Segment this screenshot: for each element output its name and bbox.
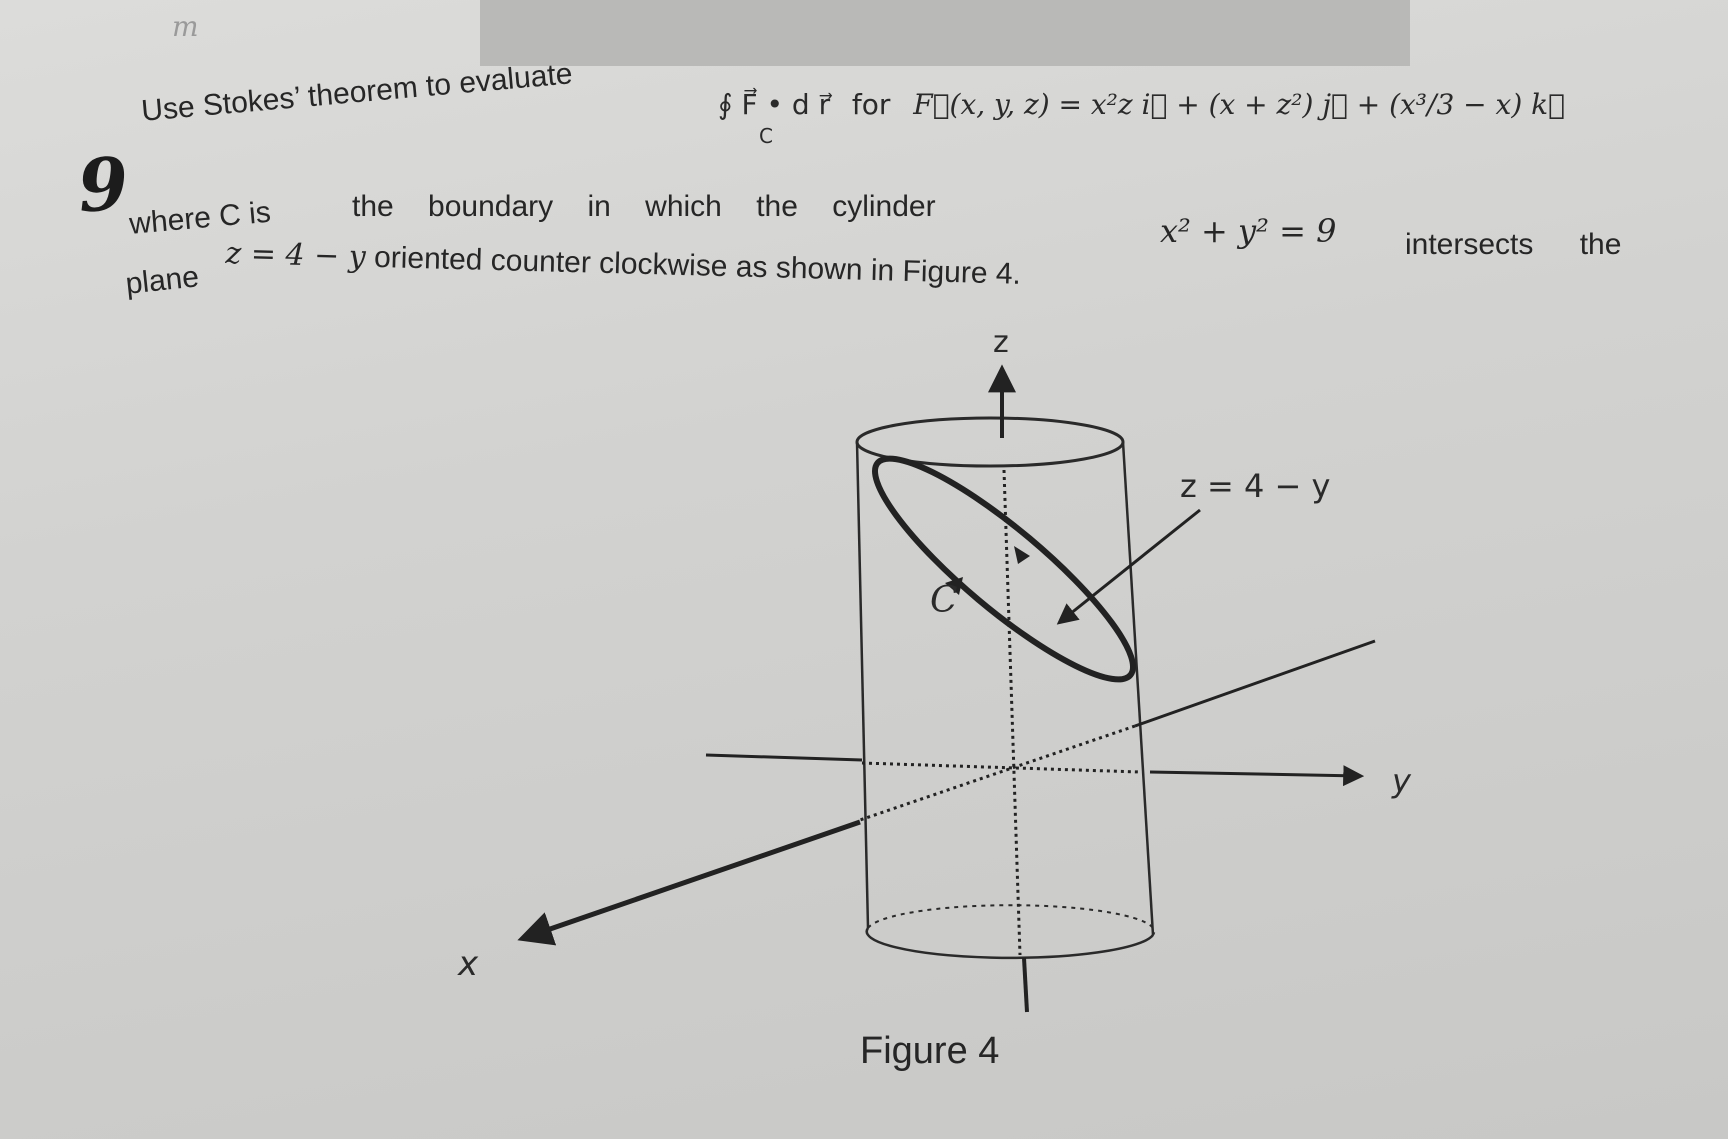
cylinder-bottom-front (867, 928, 1153, 958)
plane-equation: z = 4 − y (225, 236, 367, 275)
y-axis-left (706, 755, 862, 760)
z-axis-hidden (1004, 470, 1020, 955)
x-axis-hidden (860, 726, 1135, 820)
question-number: 9 (75, 140, 132, 229)
figure-caption: Figure 4 (860, 1030, 1000, 1072)
x-axis (524, 641, 1375, 938)
line3-start: plane (124, 260, 201, 301)
curve-c-label: C (930, 580, 958, 621)
corner-mark: m (172, 10, 199, 43)
vector-field: F⃗(x, y, z) = x²z i⃗ + (x + z²) j⃗ + (x³/3 − x) k⃗ (913, 88, 1565, 121)
z-axis-label: z (993, 325, 1009, 360)
cylinder-bottom-back (868, 905, 1154, 935)
line2-start: where C is (128, 195, 273, 241)
line2-end: intersects the (1405, 228, 1622, 261)
x-axis-front (524, 822, 860, 938)
curve-c-arrow-upper (1014, 546, 1030, 564)
line1-text: Use Stokes’ theorem to evaluate (140, 57, 574, 128)
for-word: for (851, 88, 891, 121)
line-integral: ∮ F⃗ • d r⃗ (718, 88, 831, 121)
cylinder-equation: x² + y² = 9 (1160, 212, 1337, 250)
x-axis-label: x (458, 944, 479, 984)
y-axis-right (1150, 772, 1360, 776)
cylinder-right-side (1123, 442, 1153, 935)
plane-label: z = 4 − y (1180, 467, 1331, 505)
integral-subscript: C (759, 123, 773, 148)
y-axis (706, 755, 1360, 776)
curve-c (852, 432, 1156, 705)
cylinder-left-side (857, 442, 868, 928)
y-axis-label: y (1392, 762, 1411, 800)
z-axis-lower (1024, 958, 1027, 1012)
x-axis-back (1135, 641, 1375, 726)
curve-c-ellipse (852, 432, 1156, 705)
line3-text: oriented counter clockwise as shown in Figure 4. (373, 240, 1022, 291)
plane-pointer-arrow (1060, 510, 1200, 622)
line2-words: the boundary in which the cylinder (352, 190, 936, 223)
